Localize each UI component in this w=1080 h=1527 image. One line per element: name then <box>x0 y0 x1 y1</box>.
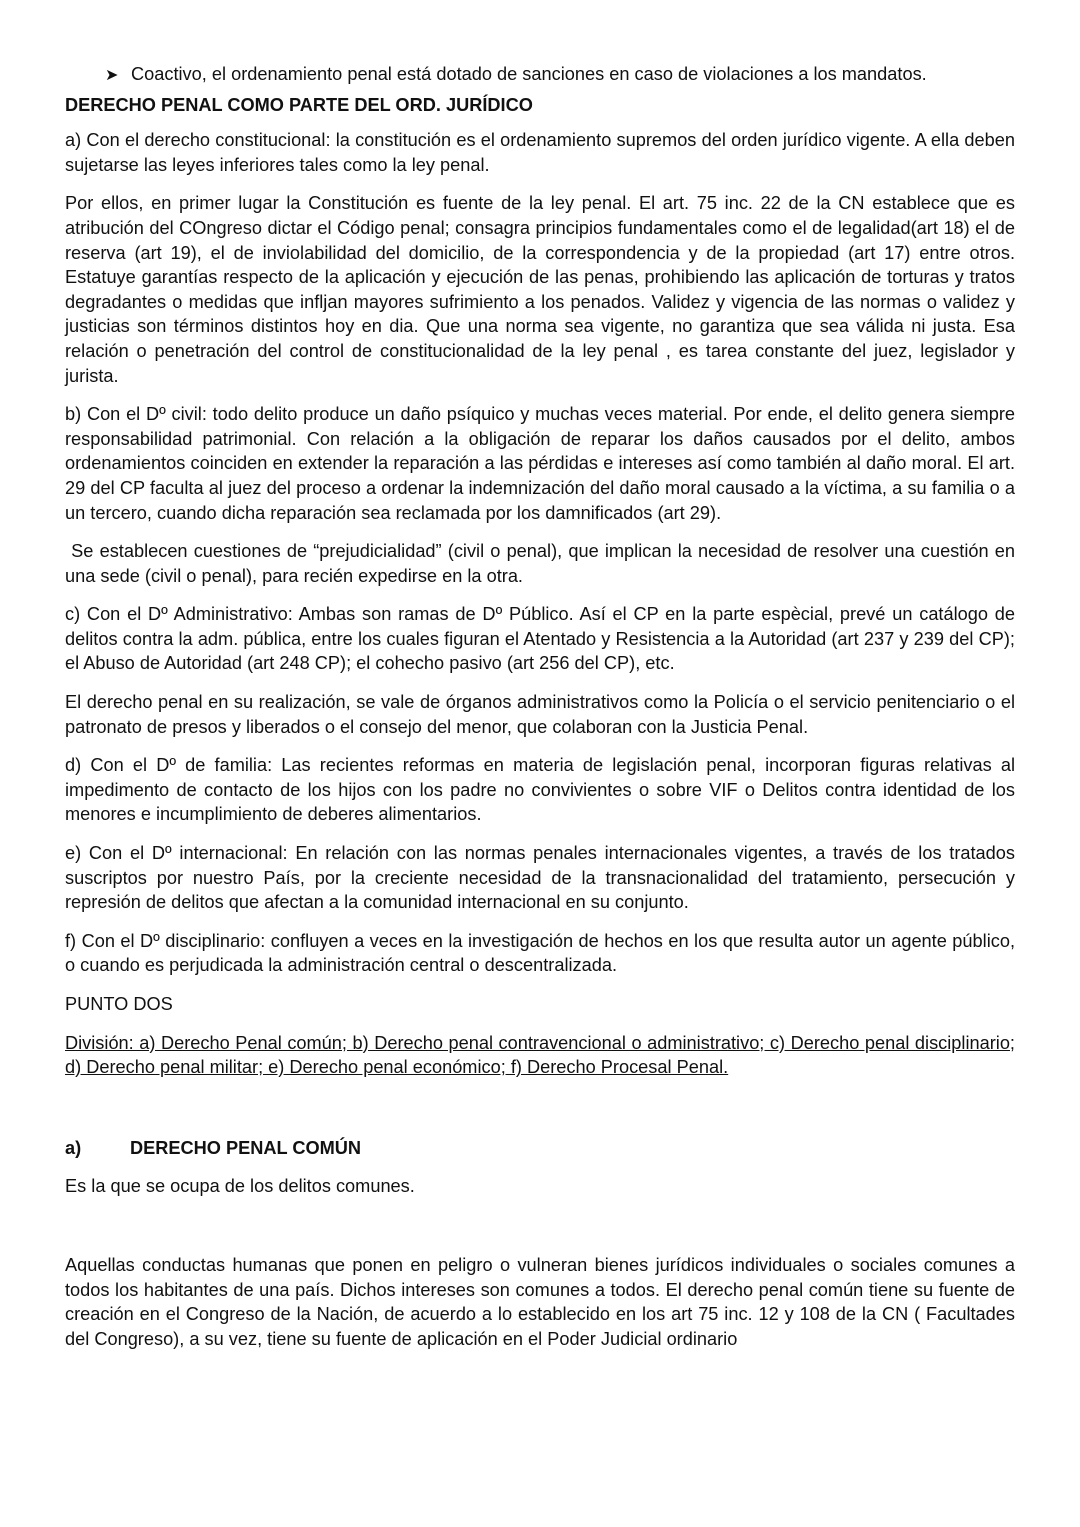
arrowhead-bullet-icon: ➤ <box>105 67 119 84</box>
bullet-text: Coactivo, el ordenamiento penal está dotado de sanciones en caso de violaciones a los mandatos. <box>131 64 927 84</box>
section-title: DERECHO PENAL COMÚN <box>130 1137 362 1158</box>
bullet-item-coactivo <box>65 62 1015 89</box>
paragraph-constitucional: a) Con el derecho constitucional: la constitución es el ordenamiento supremos del orden jurídico vigente. A ella deben sujetarse las leyes inferiores tales como la ley penal. <box>65 130 1015 175</box>
document-page <box>65 62 1021 1365</box>
paragraph-disciplinario: f) Con el Dº disciplinario: confluyen a veces en la investigación de hechos en los que resulta autor un agente público, o cuando es perjudicada la administración central o descentralizada. <box>65 930 1015 976</box>
heading-derecho-penal-ord-juridico: DERECHO PENAL COMO PARTE DEL ORD. JURÍDICO <box>65 94 533 115</box>
paragraph-administrativo: c) Con el Dº Administrativo: Ambas son ramas de Dº Público. Así el CP en la parte espècial, prevé un catálogo de delitos contra la adm. pública, entre los cuales figuran el Atentado y Resistencia a la Autoridad (art 237 y 239 del CP); el Abuso de Autoridad (art 248 CP); el cohecho pasivo (art 256 del CP), etc. <box>65 604 1015 674</box>
division-paragraph: División: a) Derecho Penal común; b) Derecho penal contravencional o administrativo; c) Derecho penal disciplinario; d) Derecho penal militar; e) Derecho penal económico; f) Derecho Procesal Penal. <box>65 1032 1015 1078</box>
section-intro: Es la que se ocupa de los delitos comunes. <box>65 1176 415 1197</box>
section-body: Aquellas conductas humanas que ponen en peligro o vulneran bienes jurídicos individuales o sociales comunes a todos los habitantes de una país. Dichos intereses son comunes a todos. El derecho penal común tiene su fuente de creación en el Congreso de la Nación, de acuerdo a lo establecido en los art 75 inc. 12 y 108 de la CN ( Facultades del Congreso), a su vez, tiene su fuente de aplicación en el Poder Judicial ordinario <box>65 1254 1015 1349</box>
section-letter: a) <box>65 1137 82 1158</box>
punto-dos-label: PUNTO DOS <box>65 994 173 1014</box>
paragraph-fuente-ley-penal: Por ellos, en primer lugar la Constitución es fuente de la ley penal. El art. 75 inc. 22 de la CN establece que es atribución del COngreso dictar el Código penal; consagra principios fundamentales como el de legalidad(art 18) el de reserva (art 19), el de inviolabilidad del domicilio, de la correspondencia y de la propiedad (art 17) entre otros. Estatuye garantías respecto de la aplicación y ejecución de las penas, prohibiendo las aplicación de torturas y tratos degradantes o medidas que infljan mayores sufrimiento a los penados. Validez y vigencia de las normas o validez y justicias son términos distintos hoy en dia. Que una norma sea vigente, no garantiza que sea válida ni justa. Esa relación o penetración del control de constitucionalidad de la ley penal , es tarea constante del juez, legislador y jurista. <box>65 193 1015 386</box>
paragraph-organos-administrativos: El derecho penal en su realización, se vale de órganos administrativos como la Policía o el servicio penitenciario o el patronato de presos y liberados o el consejo del menor, que colaboran con la Justicia Penal. <box>65 692 1015 737</box>
paragraph-internacional: e) Con el Dº internacional: En relación con las normas penales internacionales vigentes, a través de los tratados suscriptos por nuestro País, por la creciente necesidad de la transnacionalidad del tratamiento, persecución y represión de delitos que afectan a la comunidad internacional en su conjunto. <box>65 843 1015 913</box>
paragraph-familia: d) Con el Dº de familia: Las recientes reformas en materia de legislación penal, incorporan figuras relativas al impedimento de contacto de los hijos con los padre no convivientes o sobre VIF o Delitos contra identidad de los menores e incumplimiento de deberes alimentarios. <box>65 755 1015 825</box>
section-heading-derecho-penal-comun <box>65 1136 1015 1161</box>
paragraph-prejudicialidad: Se establecen cuestiones de “prejudicialidad” (civil o penal), que implican la necesidad de resolver una cuestión en una sede (civil o penal), para recién expedirse en la otra. <box>65 541 1021 586</box>
paragraph-civil: b) Con el Dº civil: todo delito produce un daño psíquico y muchas veces material. Por ende, el delito genera siempre responsabilidad patrimonial. Con relación a la obligación de reparar los daños causados por el delito, ambos ordenamientos coinciden en extender la reparación a las pérdidas e intereses así como también al daño moral. El art. 29 del CP faculta al juez del proceso a ordenar la indemnización del daño moral causado a la víctima, a su familia o a un tercero, cuando dicha reparación sea reclamada por los damnificados (art 29). <box>65 404 1015 523</box>
